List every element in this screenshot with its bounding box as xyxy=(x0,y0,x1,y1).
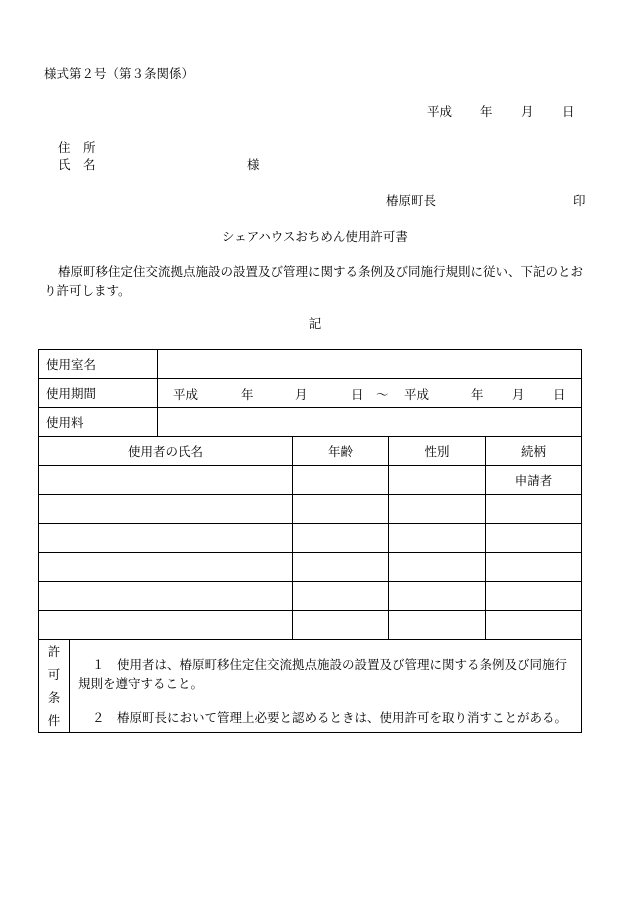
address-label: 住 所 xyxy=(58,140,96,155)
user-age-cell[interactable] xyxy=(293,466,389,495)
period-month2: 月 xyxy=(512,387,525,402)
period-year1: 年 xyxy=(241,387,254,402)
conditions-body xyxy=(70,640,582,733)
user-name-cell[interactable] xyxy=(39,582,293,611)
room-value[interactable] xyxy=(158,350,582,379)
header-name: 使用者の氏名 xyxy=(39,437,293,466)
table-row xyxy=(39,611,582,640)
conditions-row xyxy=(39,640,582,733)
user-age-cell[interactable] xyxy=(293,495,389,524)
user-name-cell[interactable] xyxy=(39,553,293,582)
header-gender: 性別 xyxy=(389,437,486,466)
condition-item-2: ２ 椿原町長において管理上必要と認めるときは、使用許可を取り消すことがある。 xyxy=(92,710,568,725)
user-name-cell[interactable] xyxy=(39,611,293,640)
issuer-title: 椿原町長 xyxy=(386,193,437,208)
user-gender-cell[interactable] xyxy=(389,495,486,524)
honorific: 様 xyxy=(247,157,260,172)
user-relation-cell[interactable] xyxy=(486,495,582,524)
body-text: 椿原町移住定住交流拠点施設の設置及び管理に関する条例及び同施行規則に従い、下記のとおり許可します。 xyxy=(44,264,584,298)
period-tilde: 〜 xyxy=(376,387,389,402)
user-age-cell[interactable] xyxy=(293,582,389,611)
user-relation-cell[interactable] xyxy=(486,524,582,553)
user-gender-cell[interactable] xyxy=(389,611,486,640)
form-number: 様式第２号（第３条関係） xyxy=(44,66,195,81)
ki-heading: 記 xyxy=(308,316,322,331)
period-label: 使用期間 xyxy=(39,379,158,408)
date-day: 日 xyxy=(562,104,575,119)
doc-title: シェアハウスおちめん使用許可書 xyxy=(222,229,408,244)
user-relation-cell[interactable] xyxy=(486,582,582,611)
user-gender-cell[interactable] xyxy=(389,582,486,611)
room-label: 使用室名 xyxy=(39,350,158,379)
user-relation-cell[interactable] xyxy=(486,553,582,582)
date-month: 月 xyxy=(521,104,534,119)
period-value[interactable] xyxy=(158,379,582,408)
table-row xyxy=(39,582,582,611)
period-row xyxy=(39,379,582,408)
fee-row xyxy=(39,408,582,437)
user-relation-cell[interactable]: 申請者 xyxy=(486,466,582,495)
user-age-cell[interactable] xyxy=(293,524,389,553)
fee-value[interactable] xyxy=(158,408,582,437)
user-name-cell[interactable] xyxy=(39,495,293,524)
user-age-cell[interactable] xyxy=(293,611,389,640)
header-relation: 続柄 xyxy=(486,437,582,466)
user-gender-cell[interactable] xyxy=(389,466,486,495)
table-row xyxy=(39,524,582,553)
header-row xyxy=(39,437,582,466)
condition-item-1: １ 使用者は、椿原町移住定住交流拠点施設の設置及び管理に関する条例及び同施行規則を遵守すること。 xyxy=(78,657,568,691)
user-age-cell[interactable] xyxy=(293,553,389,582)
user-gender-cell[interactable] xyxy=(389,553,486,582)
user-name-cell[interactable] xyxy=(39,466,293,495)
period-month1: 月 xyxy=(295,387,308,402)
room-row xyxy=(39,350,582,379)
period-day1: 日 xyxy=(351,387,364,402)
fee-label: 使用料 xyxy=(39,408,158,437)
conditions-label: 許可条件 xyxy=(47,644,61,728)
permit-table xyxy=(38,349,582,733)
header-age: 年齢 xyxy=(293,437,389,466)
period-year2: 年 xyxy=(471,387,484,402)
period-day2: 日 xyxy=(553,387,566,402)
user-name-cell[interactable] xyxy=(39,524,293,553)
name-label: 氏 名 xyxy=(58,157,96,172)
table-row xyxy=(39,466,582,495)
table-row xyxy=(39,495,582,524)
user-gender-cell[interactable] xyxy=(389,524,486,553)
table-row xyxy=(39,553,582,582)
date-era: 平成 xyxy=(427,104,453,119)
user-relation-cell[interactable] xyxy=(486,611,582,640)
seal-mark: 印 xyxy=(573,193,586,208)
period-era1: 平成 xyxy=(173,387,199,402)
period-era2: 平成 xyxy=(404,387,430,402)
conditions-label-cell xyxy=(39,640,70,733)
date-year: 年 xyxy=(480,104,493,119)
